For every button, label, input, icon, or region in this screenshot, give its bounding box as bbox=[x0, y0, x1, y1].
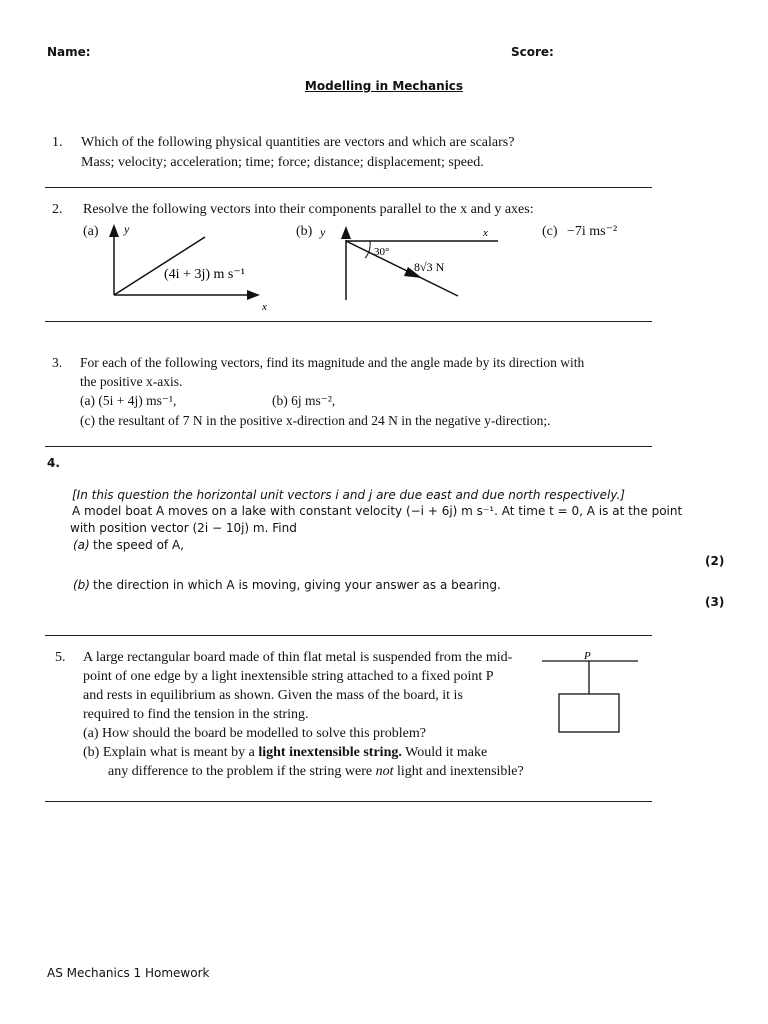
q2-a-diagram bbox=[100, 215, 290, 315]
q5-line2: point of one edge by a light inextensible string attached to a fixed point P bbox=[83, 669, 494, 684]
page-title-wrap bbox=[0, 79, 768, 93]
q2-prompt: Resolve the following vectors into their components parallel to the x and y axes: bbox=[83, 202, 534, 217]
y-axis-arrowhead-icon bbox=[109, 224, 119, 237]
q2-b-diagram bbox=[318, 220, 508, 305]
q5-b-line2-start: any difference to the problem if the string were bbox=[108, 764, 376, 779]
q3-line2: the positive x-axis. bbox=[80, 374, 183, 389]
footer-text: AS Mechanics 1 Homework bbox=[47, 966, 210, 980]
q4-line2: with position vector (2i − 10j) m. Find bbox=[70, 521, 297, 535]
q4-a-text: the speed of A, bbox=[93, 538, 184, 552]
q3-line1: For each of the following vectors, find its magnitude and the angle made by its direction with bbox=[80, 355, 585, 370]
x-axis-label: x bbox=[483, 227, 488, 239]
vector-label: (4i + 3j) m s⁻¹ bbox=[164, 267, 245, 282]
q3-b: (b) 6j ms⁻², bbox=[272, 393, 336, 408]
q3-number: 3. bbox=[52, 355, 63, 370]
q2-c-label: (c) bbox=[542, 224, 558, 239]
fixed-point-label: P bbox=[584, 650, 591, 662]
q5-b-bold: light inextensible string. bbox=[258, 745, 402, 760]
q5-b-line2 bbox=[108, 762, 524, 781]
q4-line1: A model boat A moves on a lake with constant velocity (−i + 6j) m s⁻¹. At time t = 0, A is at the point bbox=[72, 504, 683, 518]
q5-line1: A large rectangular board made of thin flat metal is suspended from the mid- bbox=[83, 650, 513, 665]
score-label: Score: bbox=[511, 45, 554, 59]
q3-a: (a) (5i + 4j) ms⁻¹, bbox=[80, 393, 177, 408]
divider bbox=[45, 187, 652, 188]
q1-line2: Mass; velocity; acceleration; time; force; distance; displacement; speed. bbox=[81, 155, 484, 170]
q1-line1: Which of the following physical quantities are vectors and which are scalars? bbox=[81, 135, 515, 150]
x-axis-label: x bbox=[262, 301, 267, 313]
force-label: 8√3 N bbox=[414, 260, 445, 274]
q5-b-start: (b) Explain what is meant by a bbox=[83, 745, 259, 760]
q4-b-label: (b) bbox=[73, 578, 90, 592]
q5-b-line2-end: light and inextensible? bbox=[393, 764, 524, 779]
angle-label: 30° bbox=[374, 246, 390, 258]
q1-number: 1. bbox=[52, 135, 63, 150]
q4-a-marks: (2) bbox=[705, 554, 725, 568]
divider bbox=[45, 635, 652, 636]
q2-b-label: (b) bbox=[296, 224, 313, 239]
q4-b-text: the direction in which A is moving, giving your answer as a bearing. bbox=[93, 578, 501, 592]
divider bbox=[45, 321, 652, 322]
board-rect bbox=[559, 694, 619, 732]
vector-line bbox=[114, 237, 205, 295]
q5-b bbox=[83, 743, 487, 762]
q2-a-label: (a) bbox=[83, 224, 99, 239]
q2-number: 2. bbox=[52, 202, 63, 217]
q5-a: (a) How should the board be modelled to solve this problem? bbox=[83, 726, 426, 741]
y-axis-arrowhead-icon bbox=[341, 226, 351, 239]
q4-note: [In this question the horizontal unit vectors i and j are due east and due north respectively.] bbox=[72, 488, 625, 502]
q5-b-end: Would it make bbox=[401, 745, 488, 760]
x-axis-arrowhead-icon bbox=[247, 290, 260, 300]
q4-a-label: (a) bbox=[73, 538, 90, 552]
q2-c-value: −7i ms⁻² bbox=[567, 224, 618, 239]
page-title: Modelling in Mechanics bbox=[304, 79, 464, 93]
divider bbox=[45, 801, 652, 802]
q4-number: 4. bbox=[47, 456, 60, 470]
q5-b-not: not bbox=[375, 764, 394, 779]
q5-board-diagram bbox=[540, 646, 640, 738]
angle-arc bbox=[365, 241, 370, 258]
y-axis-label: y bbox=[320, 225, 326, 239]
q5-number: 5. bbox=[55, 650, 66, 665]
q3-c: (c) the resultant of 7 N in the positive x-direction and 24 N in the negative y-direction;. bbox=[80, 413, 551, 428]
y-axis-label: y bbox=[124, 222, 130, 236]
q4-b-marks: (3) bbox=[705, 595, 725, 609]
q5-line4: required to find the tension in the string. bbox=[83, 707, 309, 722]
divider bbox=[45, 446, 652, 447]
name-label: Name: bbox=[47, 45, 91, 59]
q5-line3: and rests in equilibrium as shown. Given the mass of the board, it is bbox=[83, 688, 463, 703]
